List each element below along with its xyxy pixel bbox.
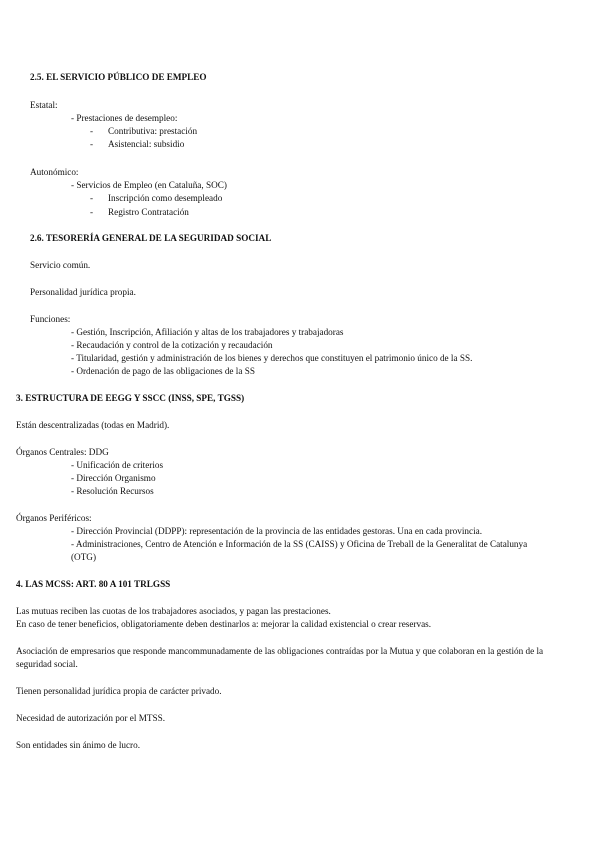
- paragraph: Servicio común.: [30, 260, 91, 270]
- funciones-item: - Titularidad, gestión y administración de los bienes y derechos que constituyen el patrimonio único de la SS.: [71, 353, 473, 363]
- organos-centrales-item: - Dirección Organismo: [71, 473, 156, 483]
- paragraph: Están descentralizadas (todas en Madrid).: [16, 420, 170, 430]
- funciones-label: Funciones:: [30, 314, 71, 324]
- paragraph: En caso de tener beneficios, obligatoriamente deben destinarlos a: mejorar la calidad existencial o crear reservas.: [16, 619, 432, 629]
- organos-centrales-item: - Resolución Recursos: [71, 486, 154, 496]
- heading-mcss: 4. LAS MCSS: ART. 80 A 101 TRLGSS: [16, 579, 171, 589]
- bullet-dash: -: [90, 126, 94, 136]
- estatal-item: - Prestaciones de desempleo:: [71, 113, 178, 123]
- estatal-sub-item: Contributiva: prestación: [108, 126, 198, 136]
- autonomico-label: Autonómico:: [30, 167, 79, 177]
- organos-perifericos-item-cont: (OTG): [71, 552, 97, 562]
- paragraph: Personalidad jurídica propia.: [30, 287, 136, 297]
- organos-centrales-label: Órganos Centrales: DDG: [16, 447, 109, 457]
- heading-estructura: 3. ESTRUCTURA DE EEGG Y SSCC (INSS, SPE, TGSS): [16, 393, 245, 403]
- funciones-item: - Recaudación y control de la cotización y recaudación: [71, 340, 273, 350]
- paragraph: Son entidades sin ánimo de lucro.: [16, 740, 141, 750]
- organos-perifericos-item: - Dirección Provincial (DDPP): representación de la provincia de las entidades gestoras. Una en cada provincia.: [71, 526, 482, 536]
- bullet-dash: -: [90, 207, 94, 217]
- paragraph-cont: seguridad social.: [16, 659, 78, 669]
- estatal-label: Estatal:: [30, 100, 58, 110]
- autonomico-sub-item: Inscripción como desempleado: [108, 193, 223, 203]
- organos-perifericos-item: - Administraciones, Centro de Atención e Información de la SS (CAISS) y Oficina de Treball de la Generalitat de Catalunya: [71, 539, 528, 549]
- estatal-sub-item: Asistencial: subsidio: [108, 139, 185, 149]
- paragraph: Necesidad de autorización por el MTSS.: [16, 713, 165, 723]
- organos-perifericos-label: Órganos Periféricos:: [16, 513, 92, 523]
- heading-tesoreria: 2.6. TESORERÍA GENERAL DE LA SEGURIDAD SOCIAL: [30, 233, 272, 243]
- autonomico-sub-item: Registro Contratación: [108, 207, 189, 217]
- funciones-item: - Ordenación de pago de las obligaciones de la SS: [71, 366, 255, 376]
- paragraph: Asociación de empresarios que responde mancommunadamente de las obligaciones contraídas por la Mutua y que colaboran en la gestión de la: [16, 646, 544, 656]
- organos-centrales-item: - Unificación de criterios: [71, 460, 164, 470]
- paragraph: Las mutuas reciben las cuotas de los trabajadores asociados, y pagan las prestaciones.: [16, 606, 331, 616]
- funciones-item: - Gestión, Inscripción, Afiliación y altas de los trabajadores y trabajadoras: [71, 327, 344, 337]
- bullet-dash: -: [90, 193, 94, 203]
- autonomico-item: - Servicios de Empleo (en Cataluña, SOC): [71, 180, 227, 190]
- paragraph: Tienen personalidad jurídica propia de carácter privado.: [16, 686, 222, 696]
- heading-servicio-publico-empleo: 2.5. EL SERVICIO PÚBLICO DE EMPLEO: [30, 72, 207, 82]
- bullet-dash: -: [90, 139, 94, 149]
